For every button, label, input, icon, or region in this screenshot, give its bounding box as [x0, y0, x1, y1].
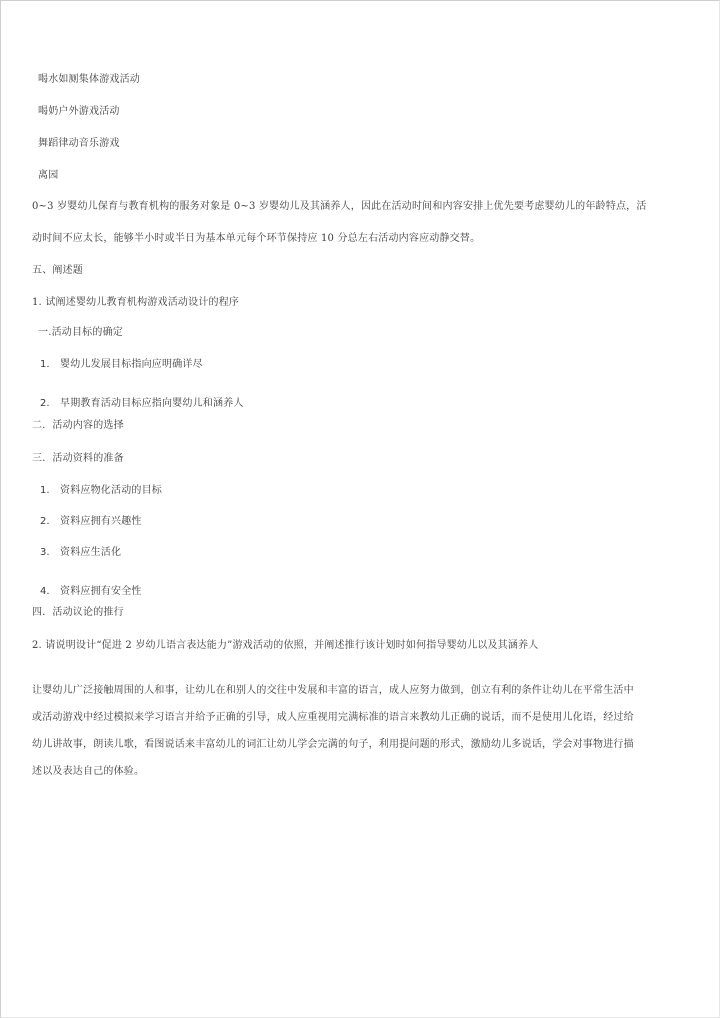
list-item-milk-outdoor: 喝奶户外游戏活动 [38, 106, 120, 117]
part-one-heading: 一.活动目标的确定 [38, 327, 123, 338]
answer-line-2: 或活动游戏中经过模拟来学习语言并给予正确的引导，成人应重视用完满标准的语言来教幼儿正确的说话，而不是使用儿化语，经过给 [32, 712, 634, 723]
answer-line-4: 述以及表达自己的体验。 [32, 766, 145, 777]
list-item-leave: 离园 [38, 170, 59, 181]
answer-line-3: 幼儿讲故事，朗读儿歌，看图说话来丰富幼儿的词汇让幼儿学会完满的句子，利用提问题的形式，激励幼儿多说话，学会对事物进行描 [32, 739, 634, 750]
part-three-item-2-number: 2. [40, 516, 50, 527]
intro-paragraph-line-2: 动时间不应太长，能够半小时或半日为基本单元每个环节保持应 10 分总左右活动内容应动静交替。 [32, 233, 481, 244]
part-four-heading: 四．活动议论的推行 [32, 607, 124, 618]
part-three-item-4-text: 资料应拥有安全性 [60, 586, 142, 597]
question-1: 1. 试阐述婴幼儿教育机构游戏活动设计的程序 [32, 297, 240, 308]
part-three-item-3-text: 资料应生活化 [60, 547, 122, 558]
intro-paragraph-line-1: 0~3 岁婴幼儿保育与教育机构的服务对象是 0~3 岁婴幼儿及其涵养人，因此在活动时间和内容安排上优先要考虑婴幼儿的年龄特点，活 [32, 201, 647, 212]
part-three-item-3-number: 3. [40, 547, 50, 558]
answer-line-1: 让婴幼儿广泛接触周围的人和事，让幼儿在和别人的交往中发展和丰富的语言，成人应努力做到，创立有利的条件让幼儿在平常生活中 [32, 685, 634, 696]
part-one-item-2-text: 早期教育活动目标应指向婴幼儿和涵养人 [60, 398, 244, 409]
part-three-heading: 三．活动资料的准备 [32, 453, 124, 464]
part-one-item-1-number: 1. [40, 359, 50, 370]
part-three-item-2-text: 资料应拥有兴趣性 [60, 516, 142, 527]
part-two-heading: 二．活动内容的选择 [32, 420, 124, 431]
part-three-item-4-number: 4. [40, 586, 50, 597]
part-one-item-1-text: 婴幼儿发展目标指向应明确详尽 [60, 359, 203, 370]
question-2: 2. 请说明设计“促进 2 岁幼儿语言表达能力”游戏活动的依照，并阐述推行该计划时如何指导婴幼儿以及其涵养人 [32, 640, 539, 651]
part-three-item-1-text: 资料应物化活动的目标 [60, 485, 162, 496]
part-one-item-2-number: 2. [40, 398, 50, 409]
list-item-drink-toilet: 喝水如厕集体游戏活动 [38, 74, 140, 85]
list-item-dance-music: 舞蹈律动音乐游戏 [38, 138, 120, 149]
section-heading-five: 五、阐述题 [32, 265, 83, 276]
part-three-item-1-number: 1. [40, 485, 50, 496]
